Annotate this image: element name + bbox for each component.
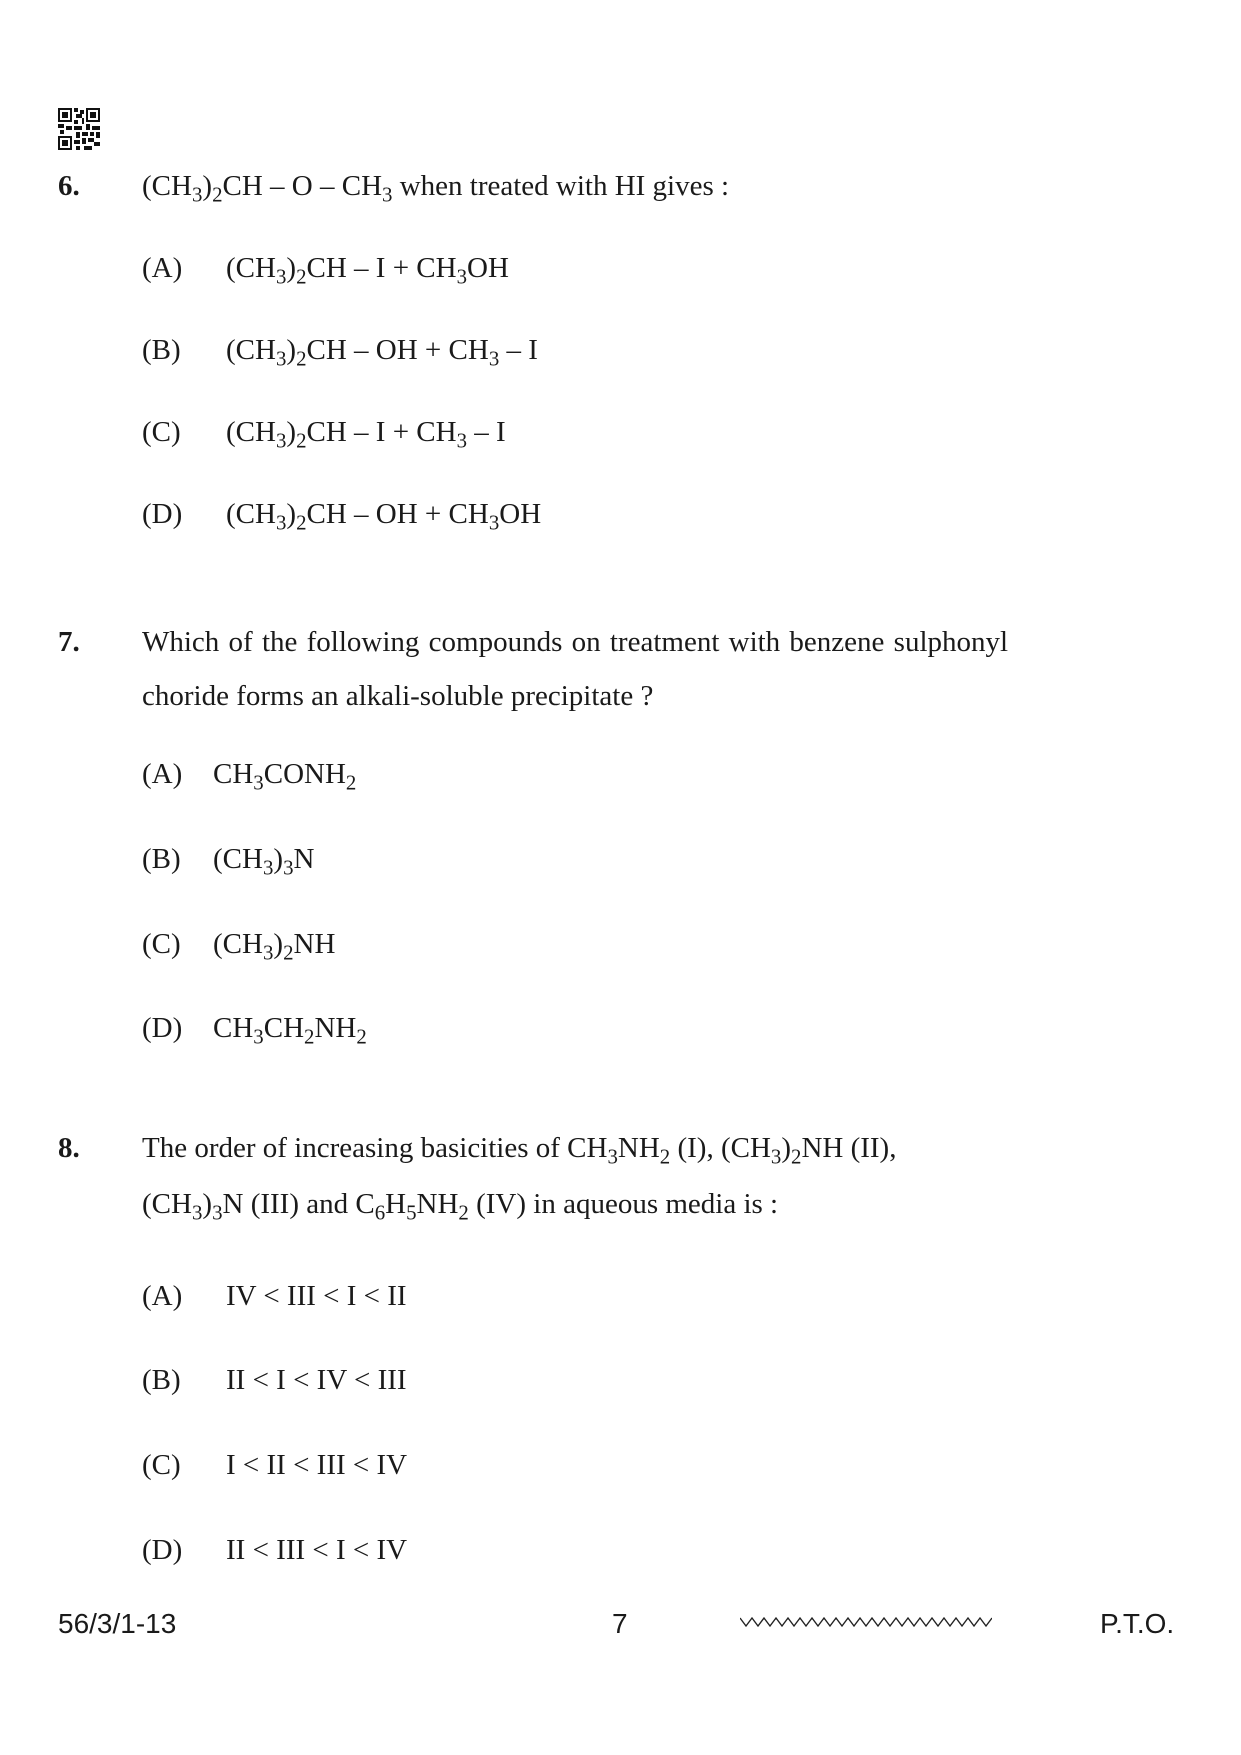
option-label: (A) xyxy=(142,252,183,284)
pto-label: P.T.O. xyxy=(1100,1608,1175,1639)
wave-decoration-icon xyxy=(740,1612,992,1632)
option-label: (B) xyxy=(142,843,181,875)
option-text: $CH_3CH_2NH_2$ xyxy=(213,1012,367,1049)
question-number: 7. xyxy=(58,626,80,658)
option-label: (C) xyxy=(142,928,181,960)
paper-code: 56/3/1-13 xyxy=(58,1608,177,1639)
option-text: $CH_3CONH_2$ xyxy=(213,758,357,795)
option-text: $(CH_3)_2CH - I + CH_3 - I$ xyxy=(226,416,506,453)
option-text: $(CH_3)_2NH$ xyxy=(213,928,336,965)
option-label: (D) xyxy=(142,498,183,530)
option-label: (C) xyxy=(142,1449,181,1481)
qr-code-icon xyxy=(58,108,100,150)
question-number: 6. xyxy=(58,170,80,202)
option-text: $(CH_3)_2CH - I + CH_3OH$ xyxy=(226,252,509,289)
question-stem: $(CH_3)_2CH$ – O – $CH_3$ when treated with HI gives : xyxy=(142,170,730,207)
question-stem: The order of increasing basicities of $CH_3NH_2$ (I), $(CH_3)_2NH$ (II), xyxy=(142,1132,897,1169)
option-text: I < II < III < IV xyxy=(226,1449,408,1481)
option-text: II < I < IV < III xyxy=(226,1364,407,1396)
option-label: (B) xyxy=(142,1364,181,1396)
option-label: (B) xyxy=(142,334,181,366)
option-label: (A) xyxy=(142,1280,183,1312)
option-text: II < III < I < IV xyxy=(226,1534,408,1566)
page-number: 7 xyxy=(612,1608,628,1639)
question-stem: $(CH_3)_3N$ (III) and $C_6H_5NH_2$ (IV) in aqueous media is : xyxy=(142,1188,779,1225)
option-label: (D) xyxy=(142,1012,183,1044)
option-text: $(CH_3)_3N$ xyxy=(213,843,315,880)
question-number: 8. xyxy=(58,1132,80,1164)
option-text: $(CH_3)_2CH$ – OH + $CH_3$ – I xyxy=(226,334,538,371)
option-text: IV < III < I < II xyxy=(226,1280,407,1312)
option-text: $(CH_3)_2CH$ – OH + $CH_3OH$ xyxy=(226,498,542,535)
question-stem: Which of the following compounds on treatment with benzene sulphonyl xyxy=(142,626,1009,658)
option-label: (A) xyxy=(142,758,183,790)
question-stem: choride forms an alkali-soluble precipitate ? xyxy=(142,680,654,712)
option-label: (C) xyxy=(142,416,181,448)
option-label: (D) xyxy=(142,1534,183,1566)
